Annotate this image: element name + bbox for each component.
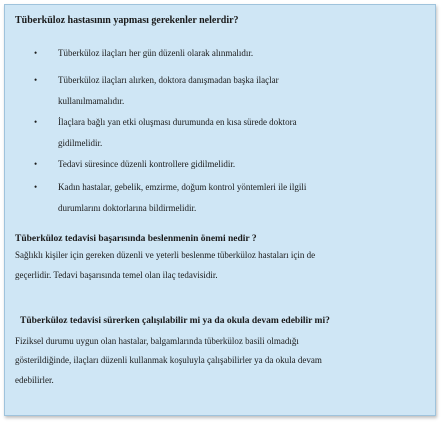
- section3-line: gösterildiğinde, ilaçları düzenli kullanmak koşuluyla çalışabilirler ya da okula devam: [15, 355, 322, 365]
- section2-line: geçerlidir. Tedavi başarısında temel olan ilaç tedavisidir.: [15, 270, 218, 280]
- section3-line: Fiziksel durumu uygun olan hastalar, balgamlarında tüberküloz basili olmadığı: [15, 336, 299, 346]
- section2-line: Sağlıklı kişiler için gereken düzenli ve yeterli beslenme tüberküloz hastaları için de: [15, 250, 316, 260]
- list-item-text-cont: durumlarını doktorlarına bildirmelidir.: [58, 203, 197, 213]
- bullet-icon: •: [34, 48, 38, 58]
- bullet-icon: •: [34, 182, 38, 192]
- section1-heading: Tüberküloz hastasının yapması gerekenler nelerdir?: [15, 15, 239, 26]
- bullet-icon: •: [34, 75, 38, 85]
- list-item-text: Tedavi süresince düzenli kontrollere gidilmelidir.: [58, 159, 236, 169]
- list-item-text: Kadın hastalar, gebelik, emzirme, doğum kontrol yöntemleri ile ilgili: [58, 182, 307, 192]
- list-item-text: Tüberküloz ilaçları her gün düzenli olarak alınmalıdır.: [58, 48, 254, 58]
- bullet-icon: •: [34, 159, 38, 169]
- section3-line: edebilirler.: [15, 375, 54, 385]
- list-item-text: Tüberküloz ilaçları alırken, doktora danışmadan başka ilaçlar: [58, 75, 279, 85]
- info-panel: [4, 4, 436, 416]
- list-item-text-cont: gidilmelidir.: [58, 138, 103, 148]
- list-item-text: İlaçlara bağlı yan etki oluşması durumunda en kısa sürede doktora: [58, 117, 297, 127]
- list-item-text-cont: kullanılmamalıdır.: [58, 96, 125, 106]
- section2-heading: Tüberküloz tedavisi başarısında beslenmenin önemi nedir ?: [15, 234, 257, 244]
- section3-heading: Tüberküloz tedavisi sürerken çalışılabilir mi ya da okula devam edebilir mi?: [20, 316, 330, 326]
- bullet-icon: •: [34, 117, 38, 127]
